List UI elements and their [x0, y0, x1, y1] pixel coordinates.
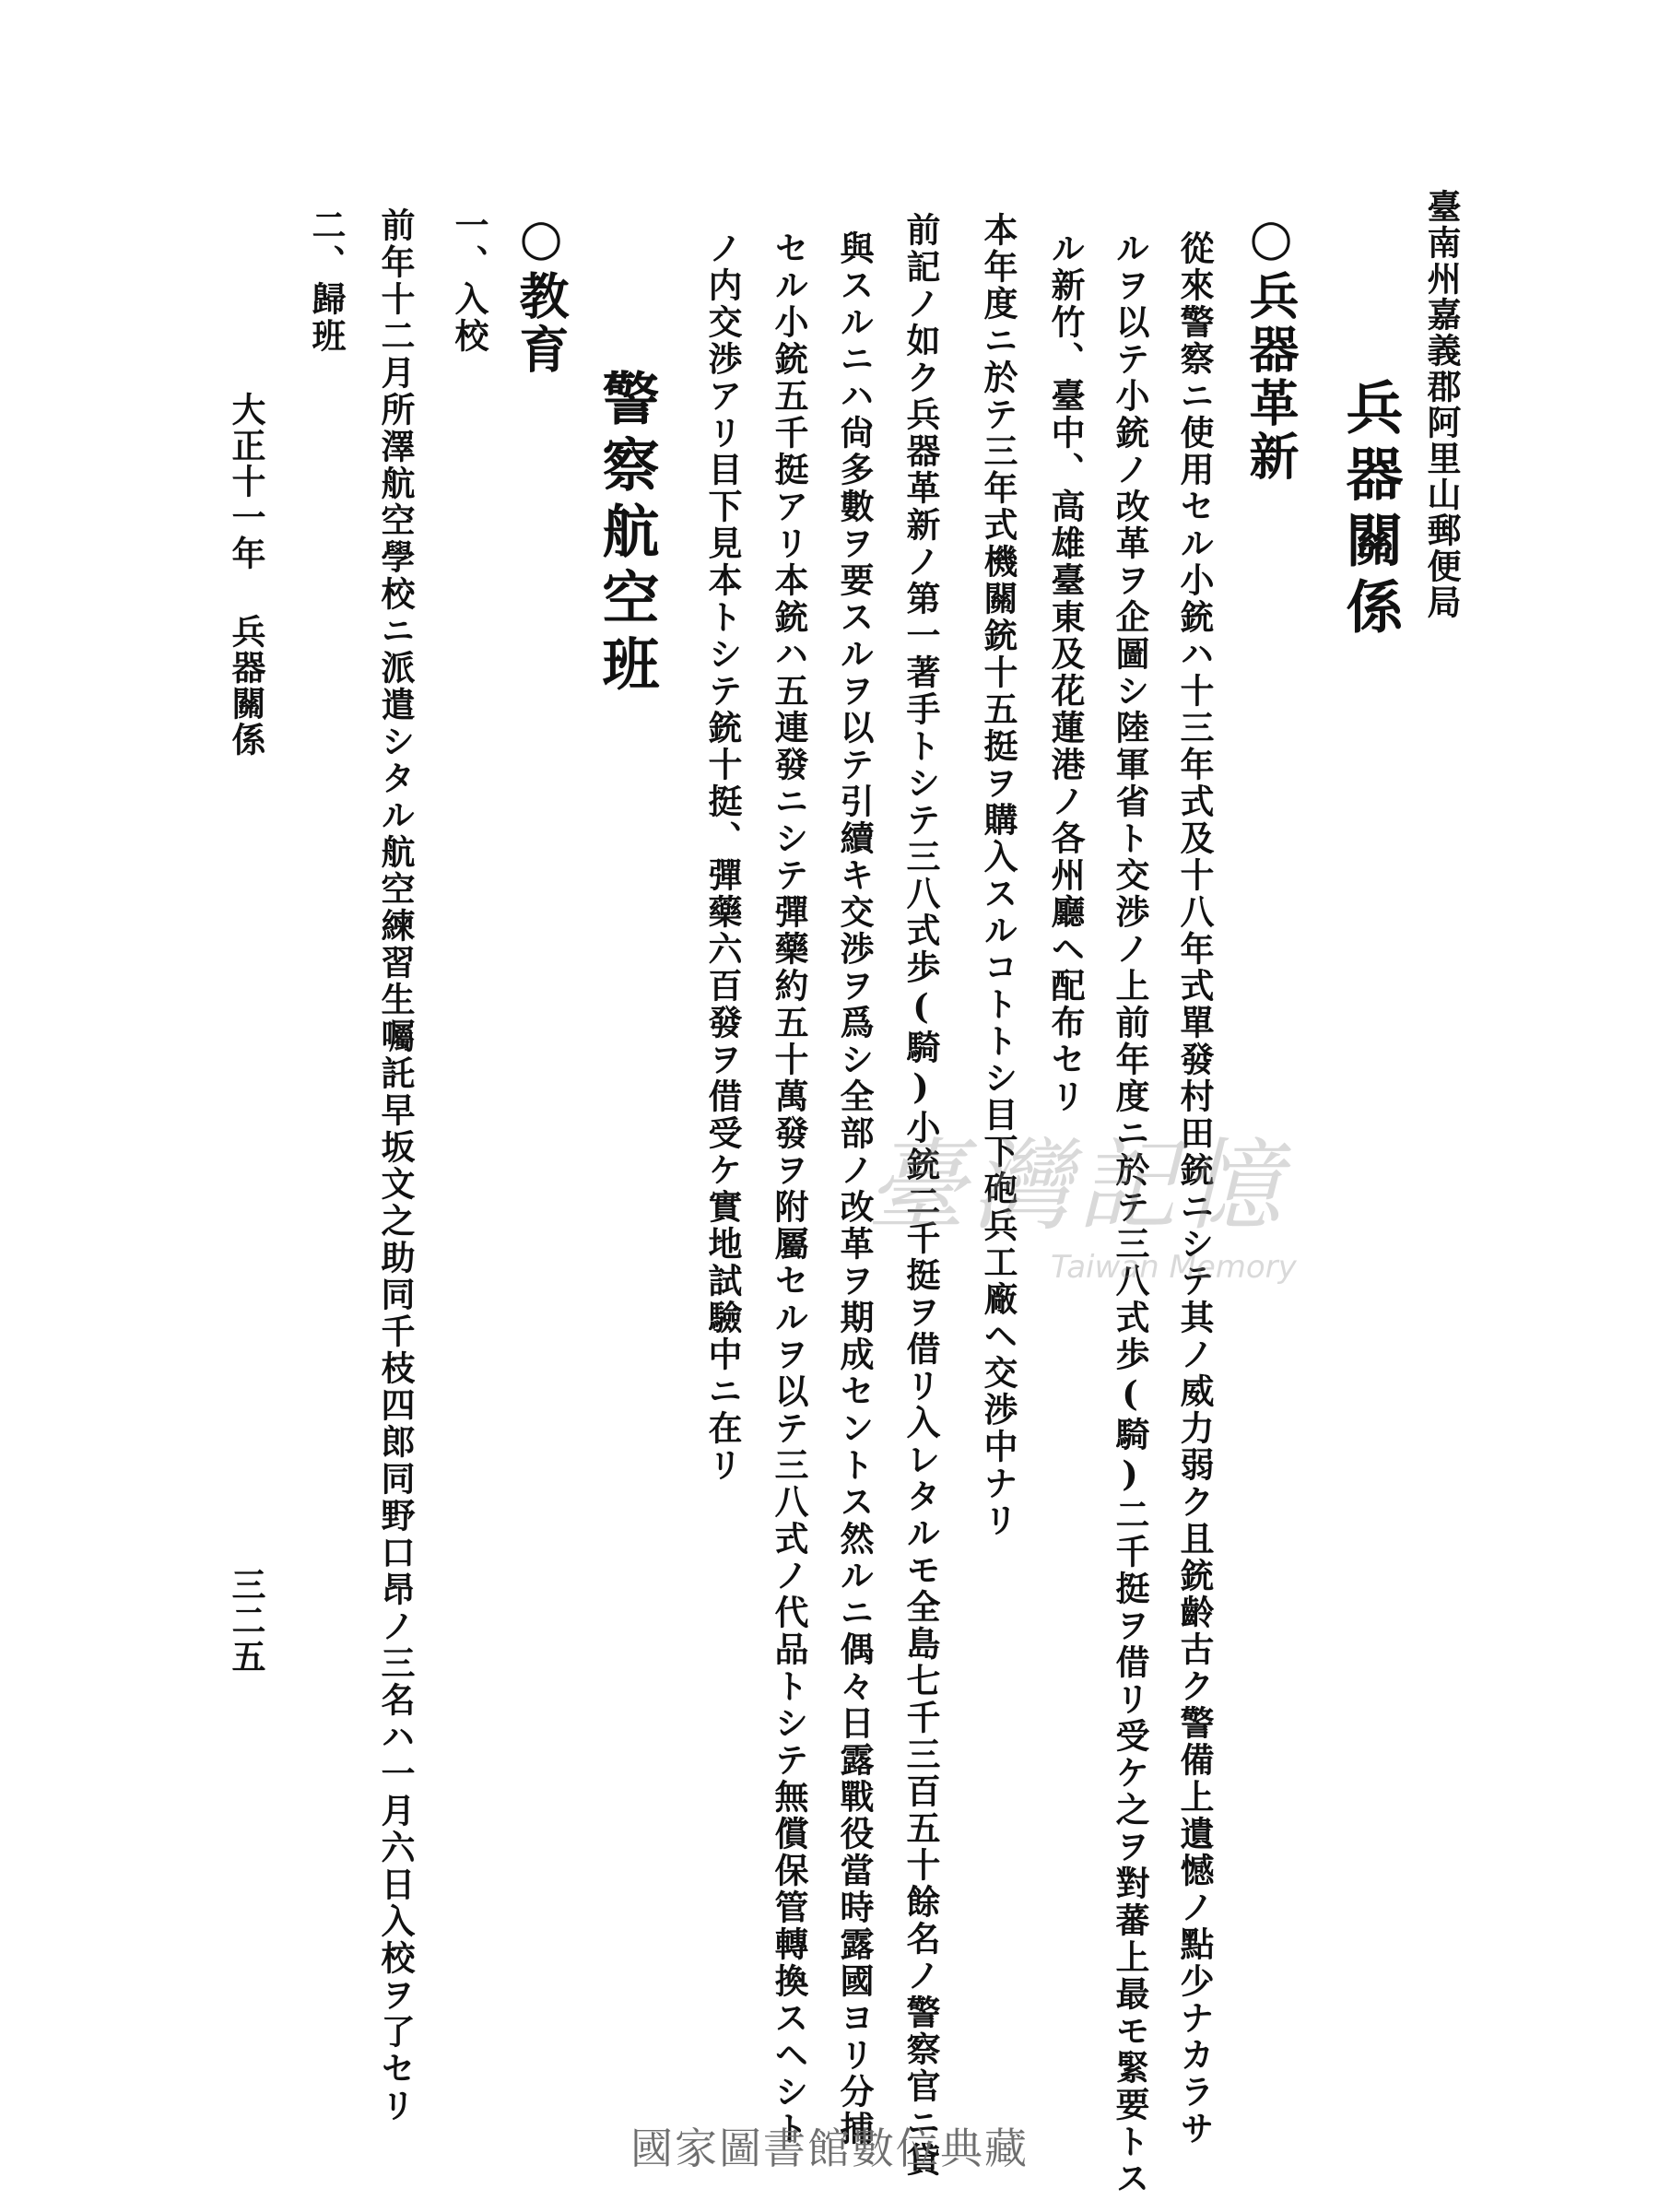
running-footer-title: 大正十一年 兵器關係 — [226, 392, 266, 758]
page-number: 三二五 — [226, 1567, 266, 1675]
watermark-english-text: Taiwan Memory — [1051, 1249, 1297, 1286]
education-item-2-label: 二、歸班 — [306, 207, 347, 355]
section-title-police-aviation: 警察航空班 — [593, 369, 660, 700]
education-item-1-label: 一、入校 — [449, 207, 489, 355]
weapons-paragraph-line-8: ノ内交渉アリ目下見本トシテ銃十挺、彈藥六百發ヲ借受ケ實地試驗中ニ在リ — [702, 230, 743, 1484]
weapons-paragraph-line-5: 前記ノ如ク兵器革新ノ第一著手トシテ三八式歩(騎)小銃二千挺ヲ借リ入レタルモ全島七千三百五十餘名ノ警察官ニ貸 — [900, 212, 941, 2179]
library-digital-collection-caption: 國家圖書館數位典藏 — [630, 2124, 1029, 2173]
watermark-chinese-text: 臺灣記憶 — [866, 1129, 1288, 1244]
weapons-paragraph-line-7: セル小銃五千挺アリ本銃ハ五連發ニシテ彈藥約五十萬發ヲ附屬セルヲ以テ三八式ノ代品トシテ無償保管轉換スヘシト — [769, 230, 809, 2147]
weapons-paragraph-line-2: ルヲ以テ小銃ノ改革ヲ企圖シ陸軍省ト交渉ノ上前年度ニ於テ三八式歩(騎)二千挺ヲ借リ受ケ之ヲ對蕃上最モ緊要トス — [1110, 230, 1150, 2197]
weapons-paragraph-line-1: 從來警察ニ使用セル小銃ハ十三年式及十八年式單發村田銃ニシテ其ノ威力弱ク且銃齡古ク警備上遺憾ノ點少ナカラサ — [1174, 230, 1215, 2147]
weapons-paragraph-line-3: ル新竹、臺中、高雄臺東及花蓮港ノ各州廳ヘ配布セリ — [1045, 230, 1086, 1115]
weapons-paragraph-line-6: 與スルニハ尙多數ヲ要スルヲ以テ引續キ交渉ヲ爲シ全部ノ改革ヲ期成セントス然ルニ偶々日露戰役當時露國ヨリ分捕 — [834, 230, 875, 2147]
education-item-1-text: 前年十二月所澤航空學校ニ派遣シタル航空練習生囑託早坂文之助同千枝四郎同野口昂ノ三名ハ一月六日入校ヲ了セリ — [375, 207, 416, 2124]
weapons-paragraph-line-4: 本年度ニ於テ三年式機關銃十五挺ヲ購入スルコトトシ目下砲兵工廠ヘ交渉中ナリ — [978, 212, 1018, 1539]
subsection-title-education: ○教育 — [512, 207, 571, 377]
postal-stamp-line: 臺南州嘉義郡阿里山郵便局 — [1421, 189, 1462, 620]
section-title-weapons: 兵器關係 — [1336, 378, 1404, 643]
subsection-title-weapons-reform: ○兵器革新 — [1241, 207, 1300, 484]
